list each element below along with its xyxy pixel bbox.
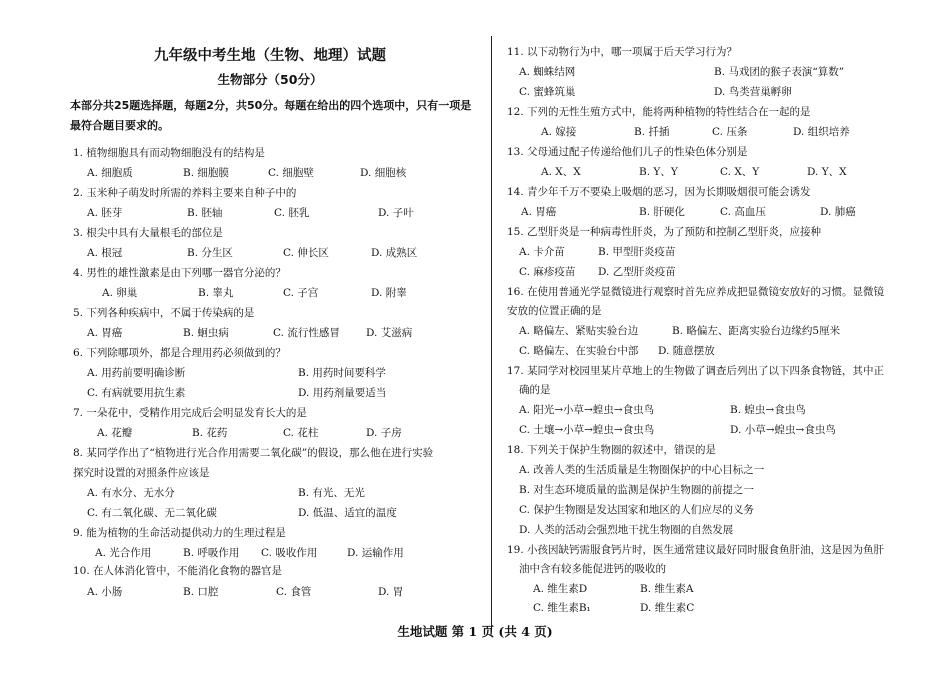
option: A. 胚芽 [87, 207, 123, 219]
option: C. 花柱 [283, 427, 319, 439]
option: C. 高血压 [720, 206, 766, 218]
option: A. 阳光→小草→蝗虫→食虫鸟 [519, 404, 655, 416]
question-19-line-2: 油中含有较多能促进钙的吸收的 [519, 563, 666, 575]
option: D. 子房 [366, 427, 402, 439]
option: C. 胚乳 [274, 207, 310, 219]
option: C. 流行性感冒 [273, 327, 340, 339]
question-7: 7. 一朵花中，受精作用完成后会明显发育长大的是 [73, 407, 307, 419]
option: A. 光合作用 [95, 547, 152, 559]
option: D. 附睾 [371, 287, 407, 299]
option: D. 小草→蝗虫→食虫鸟 [730, 424, 836, 436]
question-16-line-1: 16. 在使用普通光学显微镜进行观察时首先应养成把显微镜安放好的习惯。显微镜 [507, 286, 885, 298]
instructions: 本部分共25题选择题，每题2分，共50分。每题在给出的四个选项中，只有一项是最符合题目要求的。 [70, 99, 472, 132]
option: C. 压条 [712, 126, 748, 138]
option: C. 有病就要用抗生素 [87, 387, 186, 399]
option: C. 有二氧化碳、无二氧化碳 [87, 507, 217, 519]
question-5: 5. 下列各种疾病中，不属于传染病的是 [73, 307, 255, 319]
option: C. 子宫 [283, 287, 319, 299]
option: A. X、X [541, 166, 581, 178]
option: D. 组织培养 [793, 126, 850, 138]
option: D. 运输作用 [347, 547, 404, 559]
option: B. 细胞膜 [183, 167, 229, 179]
question-12: 12. 下列的无性生殖方式中，能将两种植物的特性结合在一起的是 [507, 106, 811, 118]
option: A. 嫁接 [541, 126, 577, 138]
option: B. 胚轴 [187, 207, 223, 219]
option: B. 分生区 [187, 247, 233, 259]
option: D. 艾滋病 [366, 327, 413, 339]
column-divider [491, 36, 492, 632]
option: B. 有光、无光 [298, 487, 365, 499]
option: C. 吸收作用 [261, 547, 318, 559]
option: C. 伸长区 [283, 247, 329, 259]
option: A. 根冠 [87, 247, 123, 259]
option: C. 食管 [276, 586, 312, 598]
question-6: 6. 下列除哪项外，都是合理用药必须做到的？ [73, 347, 286, 359]
question-8-line-2: 探究时设置的对照条件应该是 [73, 467, 210, 479]
option: B. 略偏左、距离实验台边缘约5厘米 [672, 325, 841, 337]
option: D. 低温、适宜的温度 [298, 507, 397, 519]
option: B. 扦插 [634, 126, 670, 138]
option: A. 用药前要明确诊断 [87, 367, 186, 379]
option: B. 对生态环境质量的监测是保护生物圈的前提之一 [519, 484, 754, 496]
question-17-line-1: 17. 某同学对校园里某片草地上的生物做了调查后列出了以下四条食物链，其中正 [507, 365, 885, 377]
option: D. 随意摆放 [658, 345, 715, 357]
option: B. 马戏团的猴子表演“算数” [714, 66, 845, 78]
option: C. 土壤→小草→蝗虫→食虫鸟 [519, 424, 655, 436]
question-18: 18. 下列关于保护生物圈的叙述中，错误的是 [507, 444, 717, 456]
option: C. 蜜蜂筑巢 [519, 86, 576, 98]
option: A. 维生素D [533, 583, 588, 595]
option: A. 改善人类的生活质量是生物圈保护的中心目标之一 [519, 464, 765, 476]
option: C. 细胞壁 [268, 167, 314, 179]
option: D. 成熟区 [371, 247, 418, 259]
option: B. 维生素A [640, 583, 694, 595]
option: C. 麻疹疫苗 [519, 266, 576, 278]
question-8-line-1: 8. 某同学作出了“植物进行光合作用需要二氧化碳”的假设，那么他在进行实验 [73, 447, 434, 459]
option: A. 有水分、无水分 [87, 487, 175, 499]
option: D. 用药剂量要适当 [298, 387, 387, 399]
option: D. 鸟类营巢孵卵 [714, 86, 792, 98]
option: D. 维生素C [640, 602, 695, 614]
option: A. 花瓣 [97, 427, 133, 439]
option: A. 略偏左、紧贴实验台边 [519, 325, 639, 337]
option: D. 子叶 [378, 207, 414, 219]
option: D. 胃 [378, 586, 404, 598]
question-14: 14. 青少年千万不要染上吸烟的恶习，因为长期吸烟很可能会诱发 [507, 186, 811, 198]
option: B. 肝硬化 [639, 206, 685, 218]
question-13: 13. 父母通过配子传递给他们儿子的性染色体分别是 [507, 146, 748, 158]
option: A. 卵巢 [102, 287, 138, 299]
option: B. 睾丸 [198, 287, 234, 299]
option: A. 胃癌 [521, 206, 557, 218]
option: C. X、Y [720, 166, 760, 178]
section-subtitle: 生物部分（50分） [217, 72, 323, 87]
question-19-line-1: 19. 小孩因缺钙需服食钙片时，医生通常建议最好同时服食鱼肝油，这是因为鱼肝 [507, 544, 885, 556]
option: B. 口腔 [183, 586, 219, 598]
question-4: 4. 男性的雄性激素是由下列哪一器官分泌的？ [73, 267, 286, 279]
page-title: 九年级中考生地（生物、地理）试题 [154, 48, 386, 64]
option: A. 小肠 [87, 586, 123, 598]
question-17-line-2: 确的是 [519, 384, 551, 396]
option: A. 细胞质 [87, 167, 133, 179]
option: C. 保护生物圈是发达国家和地区的人们应尽的义务 [519, 504, 754, 516]
option: C. 维生素B₁ [533, 602, 591, 614]
option: D. Y、X [807, 166, 847, 178]
option: A. 蜘蛛结网 [519, 66, 576, 78]
question-16-line-2: 安放的位置正确的是 [507, 305, 602, 317]
option: D. 肺癌 [820, 206, 856, 218]
question-2: 2. 玉米种子萌发时所需的养料主要来自种子中的 [73, 187, 297, 199]
option: B. 花药 [192, 427, 228, 439]
option: A. 卡介苗 [519, 246, 565, 258]
question-1: 1. 植物细胞具有而动物细胞没有的结构是 [73, 147, 265, 159]
option: B. 呼吸作用 [183, 547, 240, 559]
option: D. 人类的活动会强烈地干扰生物圈的自然发展 [519, 524, 734, 536]
question-15: 15. 乙型肝炎是一种病毒性肝炎，为了预防和控制乙型肝炎，应接种 [507, 226, 822, 238]
option: B. 蛔虫病 [183, 327, 229, 339]
option: D. 乙型肝炎疫苗 [598, 266, 676, 278]
option: A. 胃癌 [87, 327, 123, 339]
option: B. Y、Y [639, 166, 678, 178]
option: C. 略偏左、在实验台中部 [519, 345, 639, 357]
page-footer: 生地试题 第 1 页 (共 4 页) [397, 624, 553, 639]
option: B. 用药时间要科学 [298, 367, 386, 379]
option: B. 甲型肝炎疫苗 [598, 246, 676, 258]
question-10: 10. 在人体消化管中，不能消化食物的器官是 [73, 565, 283, 577]
question-9: 9. 能为植物的生命活动提供动力的生理过程是 [73, 527, 286, 539]
question-3: 3. 根尖中具有大量根毛的部位是 [73, 227, 223, 239]
option: B. 蝗虫→食虫鸟 [730, 404, 806, 416]
option: D. 细胞核 [360, 167, 407, 179]
question-11: 11. 以下动物行为中，哪一项属于后天学习行为？ [507, 46, 738, 58]
